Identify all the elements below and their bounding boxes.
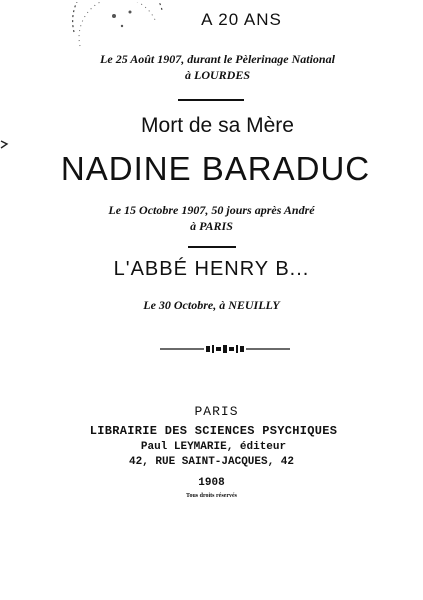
mother-date-line: Le 15 Octobre 1907, 50 jours après André bbox=[108, 203, 315, 217]
ornament-rule-icon bbox=[160, 344, 290, 354]
divider-rule bbox=[178, 99, 244, 101]
imprint-address: 42, RUE SAINT-JACQUES, 42 bbox=[128, 456, 295, 468]
abbe-heading: L'ABBÉ HENRY B... bbox=[113, 258, 310, 280]
imprint-city: PARIS bbox=[194, 404, 239, 419]
mother-death-heading: Mort de sa Mère bbox=[141, 114, 294, 137]
pilgrimage-date-line: Le 25 Août 1907, durant le Pèlerinage National bbox=[100, 52, 335, 66]
imprint-editor: Paul LEYMARIE, éditeur bbox=[140, 441, 287, 453]
abbe-date-line: Le 30 Octobre, à NEUILLY bbox=[143, 298, 280, 312]
name-heading: NADINE BARADUC bbox=[60, 150, 371, 187]
margin-mark-icon bbox=[0, 140, 9, 149]
imprint-publisher: LIBRAIRIE DES SCIENCES PSYCHIQUES bbox=[89, 424, 338, 438]
mother-place-line: à PARIS bbox=[190, 219, 233, 233]
divider-rule bbox=[188, 246, 236, 248]
pilgrimage-place-line: à LOURDES bbox=[184, 68, 250, 82]
rights-notice: Tous droits réservés bbox=[186, 493, 237, 499]
age-heading: A 20 ANS bbox=[201, 10, 282, 29]
imprint-year: 1908 bbox=[198, 477, 225, 489]
